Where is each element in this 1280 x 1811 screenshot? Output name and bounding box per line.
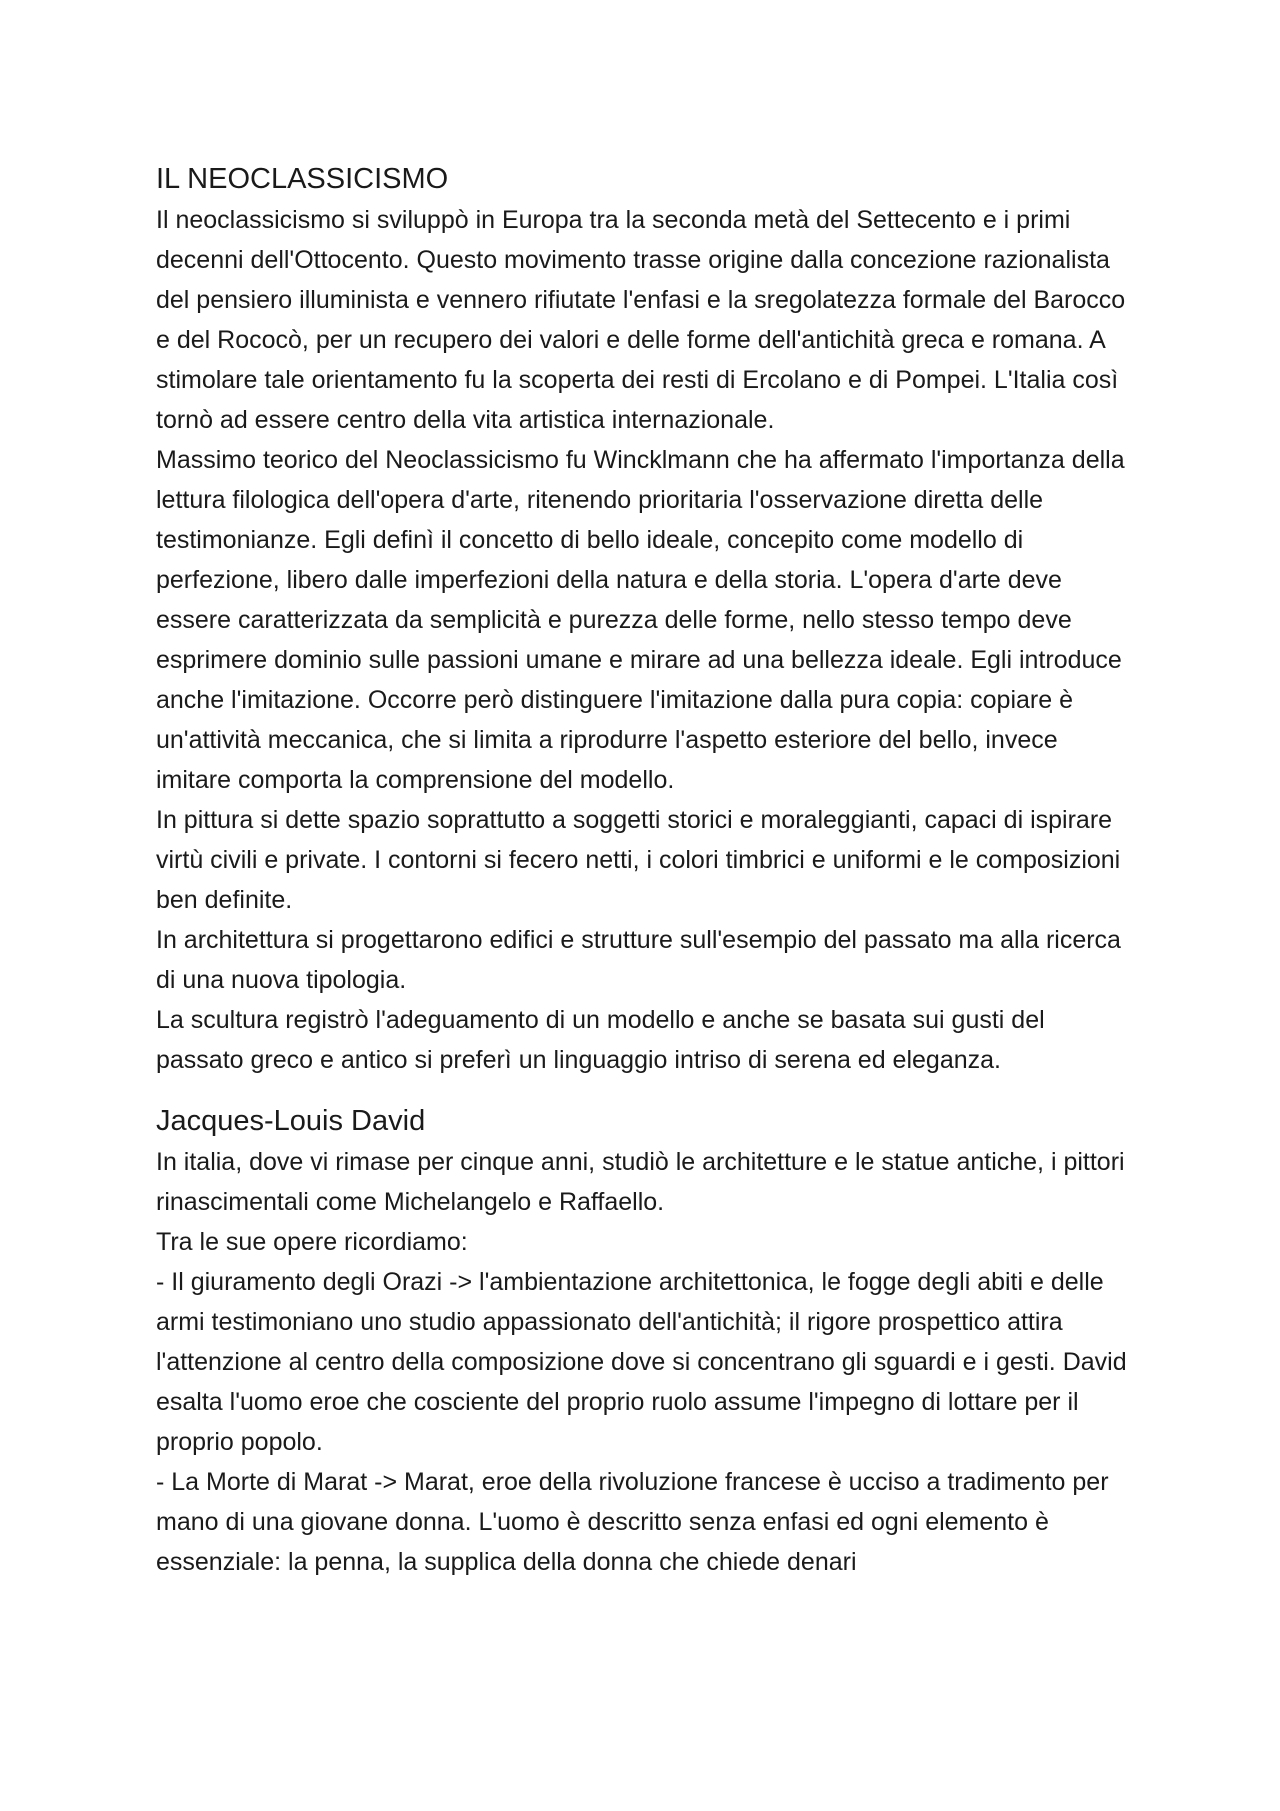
section-title-neoclassicismo: IL NEOCLASSICISMO — [156, 163, 449, 195]
list-item-marat: - La Morte di Marat -> Marat, eroe della rivoluzione francese è ucciso a tradimento per mano di una giovane donna. L'uomo è descritto senza enfasi ed ogni elemento è essenziale: la penna, la supplica della donna che chiede denari — [156, 1468, 1109, 1576]
section-title-david: Jacques-Louis David — [156, 1105, 426, 1137]
paragraph-winckelmann: Massimo teorico del Neoclassicismo fu Wincklmann che ha affermato l'importanza della lettura filologica dell'opera d'arte, ritenendo prioritaria l'osservazione diretta delle testimonianze. Egli definì il concetto di bello ideale, concepito come modello di perfezione, libero dalle imperfezioni della natura e della storia. L'opera d'arte deve essere caratterizzata da semplicità e purezza delle forme, nello stesso tempo deve esprimere dominio sulle passioni umane e mirare ad una bellezza ideale. Egli introduce anche l'imitazione. Occorre però distinguere l'imitazione dalla pura copia: copiare è un'attività meccanica, che si limita a riprodurre l'aspetto esteriore del bello, invece imitare comporta la comprensione del modello. — [156, 446, 1125, 794]
paragraph-architettura: In architettura si progettarono edifici e strutture sull'esempio del passato ma alla ricerca di una nuova tipologia. — [156, 926, 1121, 994]
paragraph-pittura: In pittura si dette spazio soprattutto a soggetti storici e moraleggianti, capaci di ispirare virtù civili e private. I contorni si fecero netti, i colori timbrici e uniformi e le composizioni ben definite. — [156, 806, 1121, 914]
document-page — [156, 160, 1132, 1582]
paragraph-scultura: La scultura registrò l'adeguamento di un modello e anche se basata sui gusti del passato greco e antico si preferì un linguaggio intriso di serena ed eleganza. — [156, 1006, 1045, 1074]
list-item-orazi: - Il giuramento degli Orazi -> l'ambientazione architettonica, le fogge degli abiti e delle armi testimoniano uno studio appassionato dell'antichità; il rigore prospettico attira l'attenzione al centro della composizione dove si concentrano gli sguardi e i gesti. David esalta l'uomo eroe che cosciente del proprio ruolo assume l'impegno di lottare per il proprio popolo. — [156, 1268, 1127, 1456]
paragraph-david-opere: Tra le sue opere ricordiamo: — [156, 1228, 468, 1256]
paragraph-intro: Il neoclassicismo si sviluppò in Europa tra la seconda metà del Settecento e i primi decenni dell'Ottocento. Questo movimento trasse origine dalla concezione razionalista del pensiero illuminista e vennero rifiutate l'enfasi e la sregolatezza formale del Barocco e del Rococò, per un recupero dei valori e delle forme dell'antichità greca e romana. A stimolare tale orientamento fu la scoperta dei resti di Ercolano e di Pompei. L'Italia così tornò ad essere centro della vita artistica internazionale. — [156, 206, 1126, 434]
paragraph-david-italia: In italia, dove vi rimase per cinque anni, studiò le architetture e le statue antiche, i pittori rinascimentali come Michelangelo e Raffaello. — [156, 1148, 1125, 1216]
